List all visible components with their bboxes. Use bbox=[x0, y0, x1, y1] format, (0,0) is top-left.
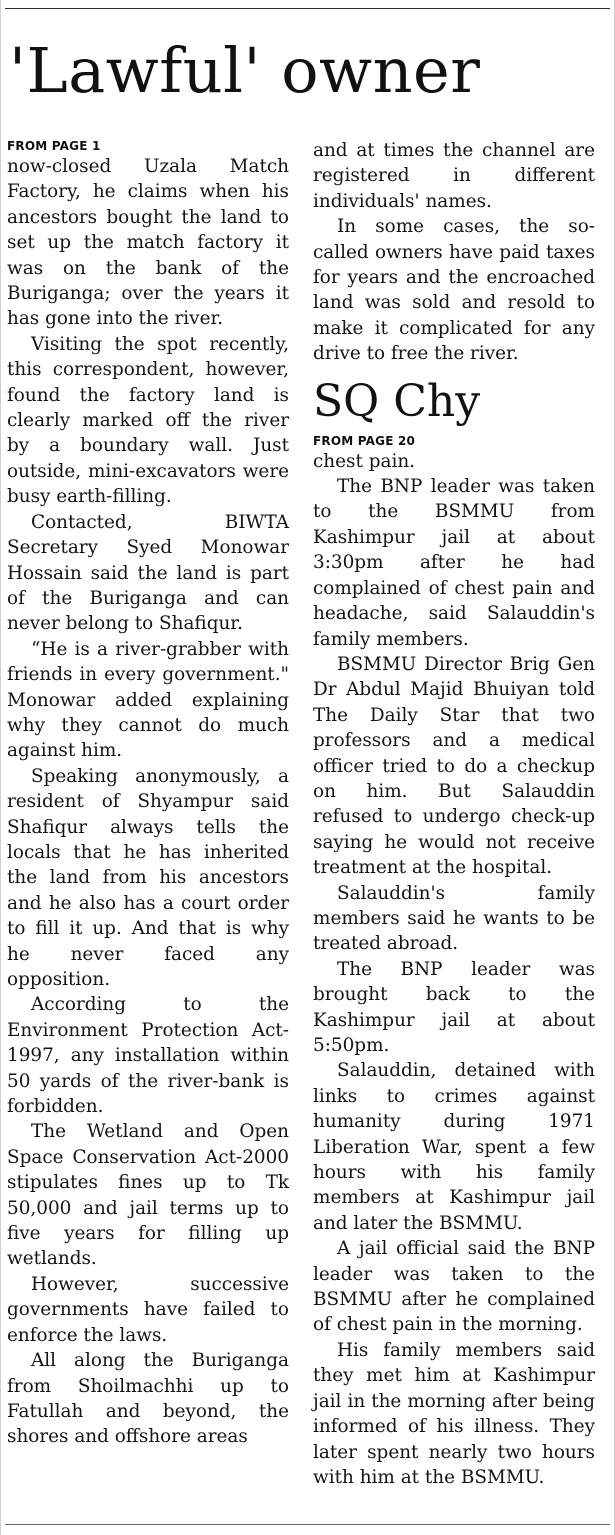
story1-paragraph: Speaking anonymously, a resident of Shyampur said Shafiqur always tells the locals that he has inherited the land from his ancestors and he also has a court order to fill it up. And that is why he never faced any opposition. bbox=[7, 765, 289, 990]
story2-paragraph: The BNP leader was brought back to the Kashimpur jail at about 5:50pm. bbox=[313, 958, 595, 1056]
column-right bbox=[313, 138, 595, 1490]
story2-paragraph: The BNP leader was taken to the BSMMU from Kashimpur jail at about 3:30pm after he had complained of chest pain and headache, said Salauddin's family members. bbox=[313, 476, 595, 650]
story1-paragraph: and at times the channel are registered in different individuals' names. bbox=[313, 140, 595, 212]
story1-paragraph: In some cases, the so-called owners have paid taxes for years and the encroached land was sold and resold to make it complicated for any drive to free the river. bbox=[313, 216, 595, 365]
top-rule bbox=[5, 8, 610, 9]
story2-paragraph: chest pain. bbox=[313, 450, 416, 472]
story2-title: SQ Chy bbox=[313, 375, 481, 427]
story2-paragraph: His family members said they met him at Kashimpur jail in the morning after being informed of his illness. They later spent nearly two hours with him at the BSMMU. bbox=[313, 1339, 595, 1488]
story2-paragraph: Salauddin's family members said he wants to be treated abroad. bbox=[313, 882, 595, 955]
story2-paragraph: A jail official said the BNP leader was taken to the BSMMU after he complained of chest pain in the morning. bbox=[313, 1238, 595, 1336]
headline: 'Lawful' owner bbox=[9, 34, 481, 107]
story2-paragraph: BSMMU Director Brig Gen Dr Abdul Majid Bhuiyan told The Daily Star that two professors and a medical officer tried to do a checkup on him. But Salauddin refused to undergo check-up saying he would not receive treatment at the hospital. bbox=[313, 653, 595, 879]
story2-paragraph: Salauddin, detained with links to crimes against humanity during 1971 Liberation War, spent a few hours with his family members at Kashimpur jail and later the BSMMU. bbox=[313, 1060, 595, 1234]
story1-paragraph: now-closed Uzala Match Factory, he claims when his ancestors bought the land to set up the match factory it was on the bank of the Buriganga; over the years it has gone into the river. bbox=[7, 156, 289, 330]
story1-paragraph: However, successive governments have failed to enforce the laws. bbox=[7, 1273, 289, 1346]
bottom-rule bbox=[5, 1524, 610, 1525]
story1-paragraph: All along the Buriganga from Shoilmachhi up to Fatullah and beyond, the shores and offshore areas bbox=[7, 1350, 289, 1448]
story1-paragraph: “He is a river-grabber with friends in every government." Monowar added explaining why they cannot do much against him. bbox=[7, 638, 289, 762]
story1-paragraph: Visiting the spot recently, this correspondent, however, found the factory land is clearly marked off the river by a boundary wall. Just outside, mini-excavators were busy earth-filling. bbox=[7, 333, 289, 508]
column-left bbox=[7, 138, 289, 1450]
jump-label-page-20: FROM PAGE 20 bbox=[313, 433, 416, 448]
story1-paragraph: According to the Environment Protection Act-1997, any installation within 50 yards of the river-bank is forbidden. bbox=[7, 994, 289, 1118]
story1-paragraph: Contacted, BIWTA Secretary Syed Monowar Hossain said the land is part of the Buriganga and can never belong to Shafiqur. bbox=[7, 511, 289, 635]
jump-label-page-1: FROM PAGE 1 bbox=[7, 139, 101, 153]
story1-paragraph: The Wetland and Open Space Conservation Act-2000 stipulates fines up to Tk 50,000 and jail terms up to five years for filling up wetlands. bbox=[7, 1121, 289, 1270]
